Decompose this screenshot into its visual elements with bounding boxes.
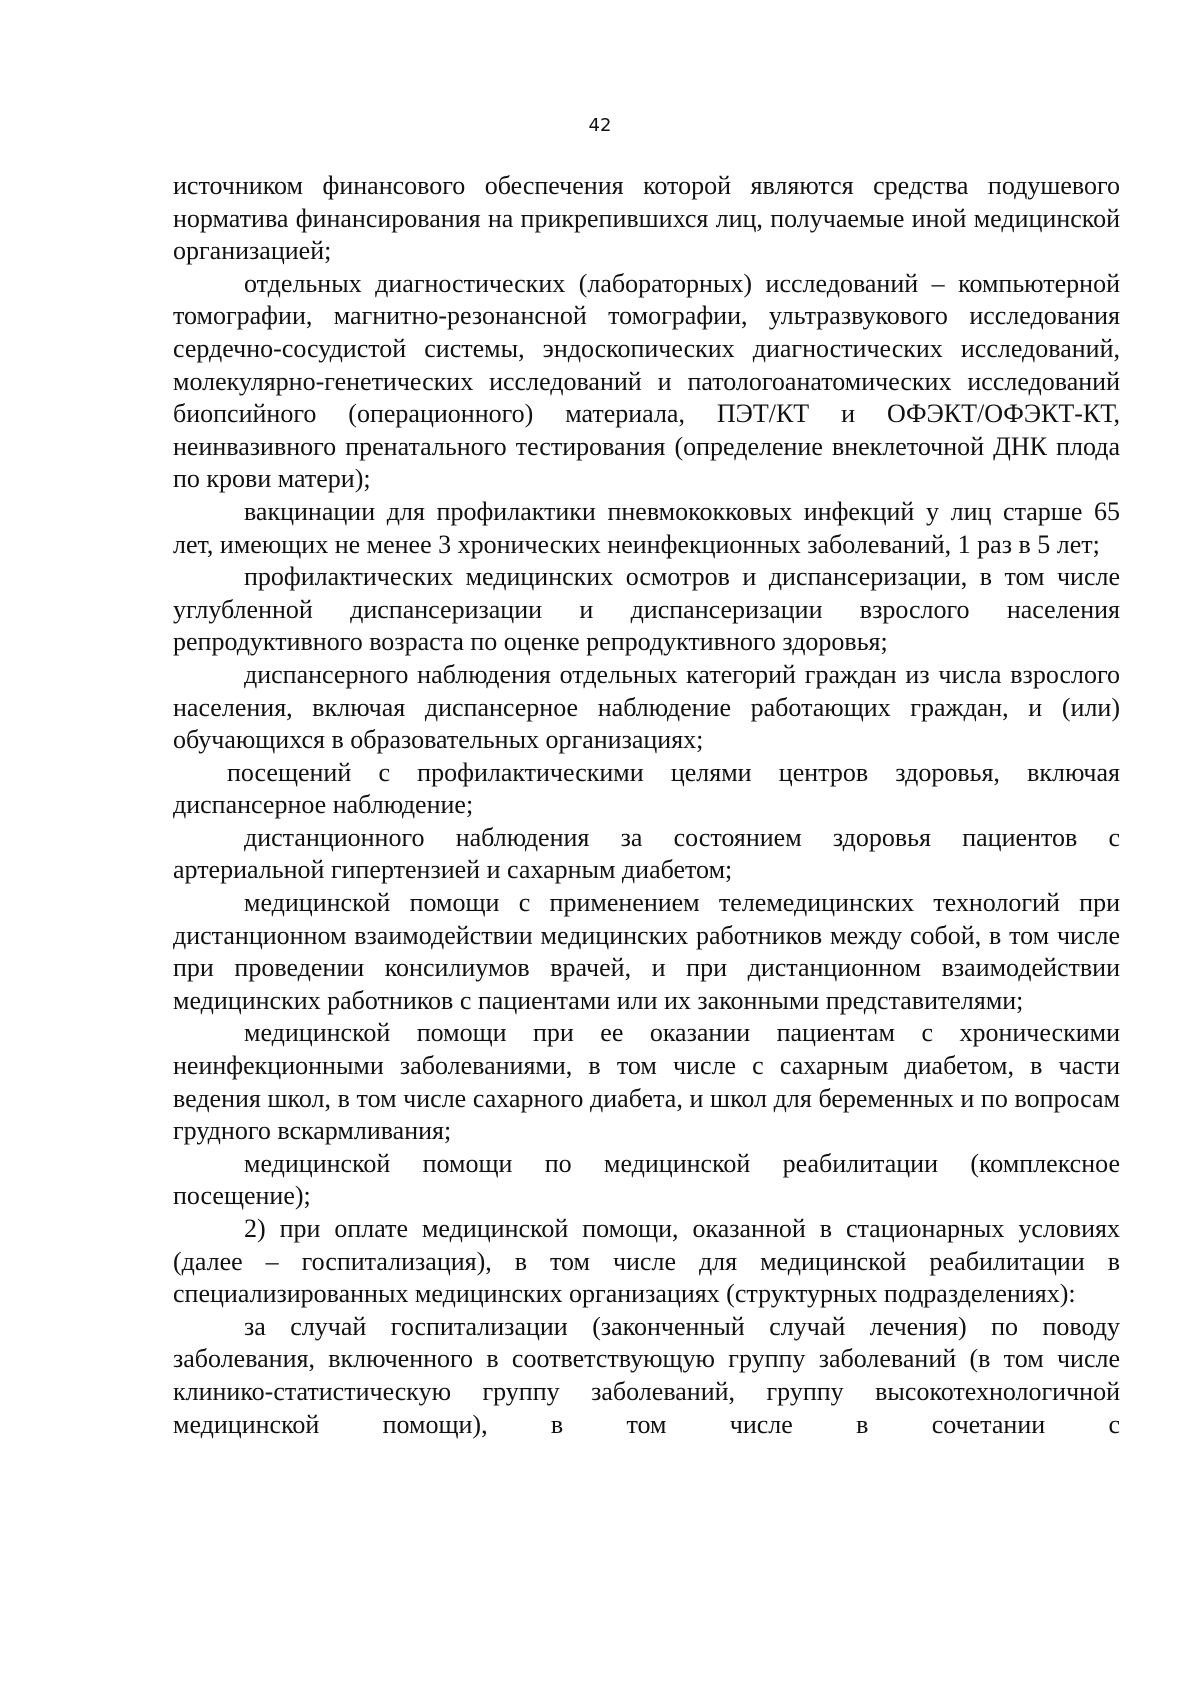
- paragraph-chronic-disease-schools: медицинской помощи при ее оказании пациентам с хроническими неинфекционными заболеваниями, в том числе с сахарным диабетом, в части ведения школ, в том числе сахарного диабета, и школ для беременных и по вопросам грудного вскармливания;: [173, 1018, 1120, 1146]
- paragraph-preventive-examinations: профилактических медицинских осмотров и диспансеризации, в том числе углубленной диспансеризации и диспансеризации взрослого населения репродуктивного возраста по оценке репродуктивного здоровья;: [173, 562, 1120, 657]
- paragraph-health-center-visits: посещений с профилактическими целями центров здоровья, включая диспансерное наблюдение;: [173, 757, 1120, 820]
- paragraph-telemedicine: медицинской помощи с применением телемедицинских технологий при дистанционном взаимодействии медицинских работников между собой, в том числе при проведении консилиумов врачей, и при дистанционном взаимодействии медицинских работников с пациентами или их законными представителями;: [173, 888, 1120, 1015]
- paragraph-dispensary-observation: диспансерного наблюдения отдельных категорий граждан из числа взрослого населения, включая диспансерное наблюдение работающих граждан, и (или) обучающихся в образовательных организациях;: [173, 659, 1120, 755]
- paragraph-hospitalization-payment: 2) при оплате медицинской помощи, оказанной в стационарных условиях (далее – госпитализация), в том числе для медицинской реабилитации в специализированных медицинских организациях (структурных подразделениях):: [173, 1214, 1120, 1309]
- paragraph-pneumococcal-vaccination: вакцинации для профилактики пневмококковых инфекций у лиц старше 65 лет, имеющих не менее 3 хронических неинфекционных заболеваний, 1 раз в 5 лет;: [173, 496, 1120, 559]
- paragraph-medical-rehabilitation: медицинской помощи по медицинской реабилитации (комплексное посещение);: [173, 1148, 1120, 1211]
- paragraph-hospitalization-case: за случай госпитализации (законченный случай лечения) по поводу заболевания, включенного в соответствующую группу заболеваний (в том числе клинико-статистическую группу заболеваний, группу высокотехнологичной медицинской помощи), в том числе в сочетании с: [173, 1311, 1120, 1439]
- document-body: [173, 170, 1120, 1441]
- paragraph-remote-monitoring: дистанционного наблюдения за состоянием здоровья пациентов с артериальной гипертензией и сахарным диабетом;: [173, 822, 1120, 885]
- paragraph-continued-financing: источником финансового обеспечения которой являются средства подушевого норматива финансирования на прикрепившихся лиц, получаемые иной медицинской организацией;: [173, 171, 1120, 266]
- paragraph-diagnostic-studies: отдельных диагностических (лабораторных) исследований – компьютерной томографии, магнитно-резонансной томографии, ультразвукового исследования сердечно-сосудистой системы, эндоскопических диагностических исследований, молекулярно-генетических исследований и патологоанатомических исследований биопсийного (операционного) материала, ПЭТ/КТ и ОФЭКТ/ОФЭКТ-КТ, неинвазивного пренатального тестирования (определение внеклеточной ДНК плода по крови матери);: [173, 268, 1120, 494]
- page-number: 42: [588, 115, 612, 136]
